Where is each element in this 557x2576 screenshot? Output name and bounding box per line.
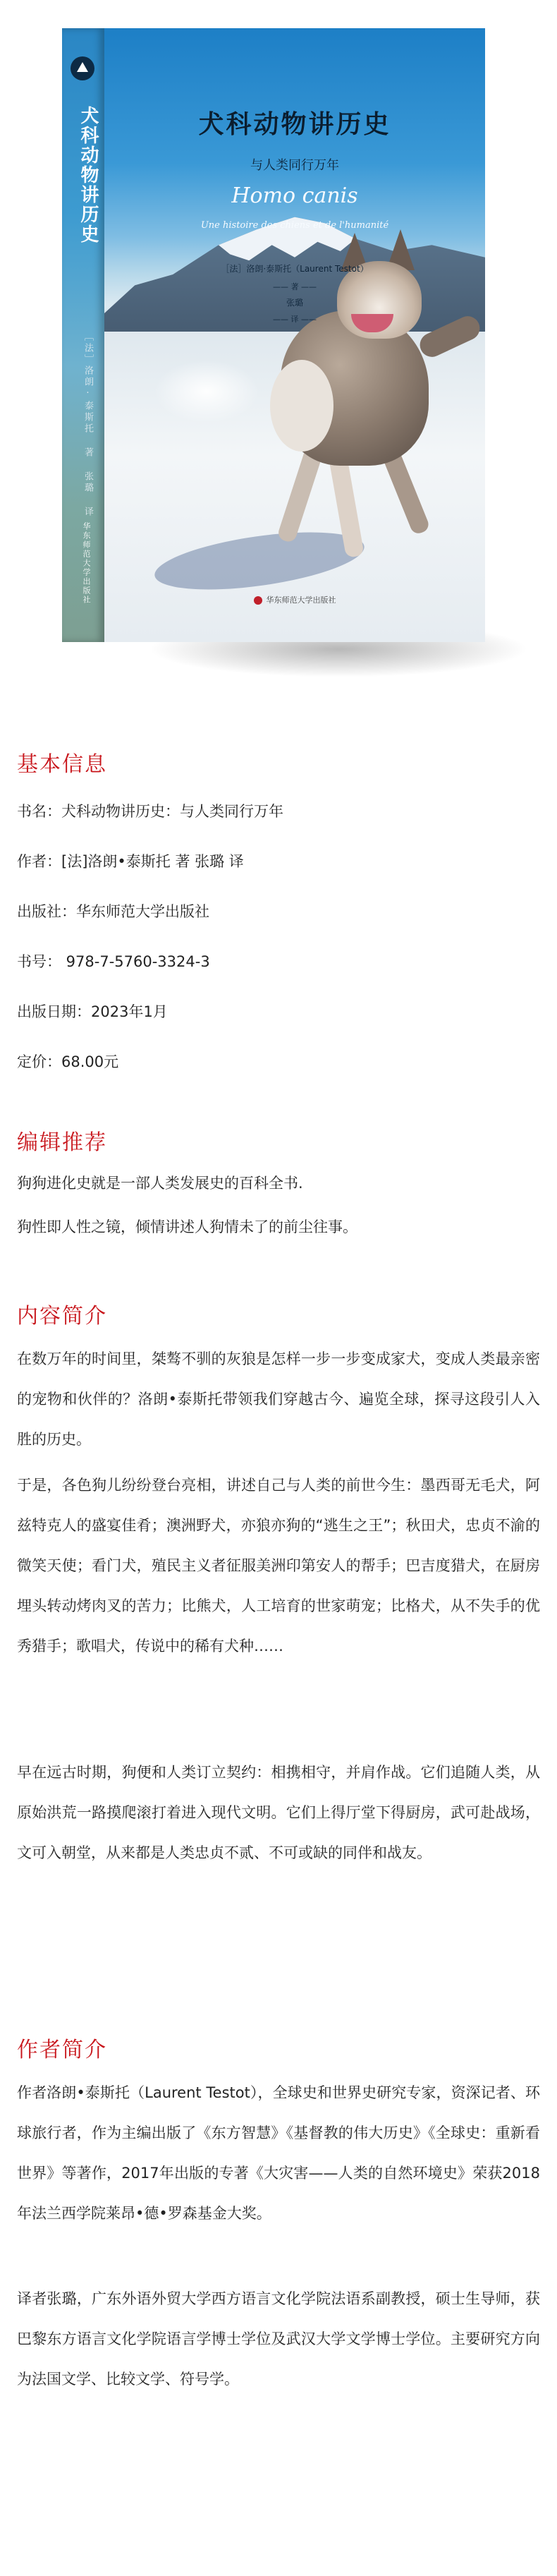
- publisher-logo-icon: [71, 56, 94, 80]
- info-pub-date: 出版日期：2023年1月: [17, 1003, 168, 1020]
- cover-author: ［法］洛朗·泰斯托（Laurent Testot）: [221, 264, 369, 274]
- dog-chest: [270, 360, 333, 452]
- section-heading-editor-recommend: 编辑推荐: [17, 1130, 107, 1155]
- cover-translator-role: —— 译 ——: [273, 315, 317, 324]
- recommend-line: 狗狗进化史就是一部人类发展史的百科全书.: [17, 1175, 303, 1192]
- section-heading-content-intro: 内容简介: [17, 1304, 107, 1329]
- cover-publisher: [104, 594, 485, 605]
- author-paragraph: 译者张璐，广东外语外贸大学西方语言文化学院法语系副教授，硕士生导师，获巴黎东方语言文化学院语言学博士学位及武汉大学文学博士学位。主要研究方向为法国文学、比较文学、符号学。: [17, 2290, 540, 2388]
- cover-french-title: Une histoire des chiens et de l'humanité: [200, 220, 389, 231]
- spine-author: ［法］洛朗·泰斯托 著 张璐 译: [82, 332, 93, 518]
- info-isbn: 书号： 978-7-5760-3324-3: [17, 953, 210, 970]
- recommend-line: 狗性即人性之镜，倾情讲述人狗情未了的前尘往事。: [17, 1219, 357, 1235]
- info-book-name: 书名：犬科动物讲历史：与人类同行万年: [17, 803, 283, 820]
- dog-breath-cloud: [154, 360, 259, 423]
- content-paragraph: 于是，各色狗儿纷纷登台亮相，讲述自己与人类的前世今生：墨西哥无毛犬，阿兹特克人的盛宴佳肴；澳洲野犬，亦狼亦狗的“逃生之王”；秋田犬，忠贞不渝的微笑天使；看门犬，殖民主义者征服美洲印第安人的帮手；巴吉度猎犬，在厨房埋头转动烤肉叉的苦力；比熊犬，人工培育的世家萌宠；比格犬，从不失手的优秀猎手；歌唱犬，传说中的稀有犬种……: [17, 1477, 540, 1655]
- info-author: 作者：[法]洛朗•泰斯托 著 张璐 译: [17, 853, 244, 870]
- content-paragraph: 在数万年的时间里，桀骜不驯的灰狼是怎样一步一步变成家犬，变成人类最亲密的宠物和伙伴的？洛朗•泰斯托带领我们穿越古今、遍览全球，探寻这段引人入胜的历史。: [17, 1350, 540, 1448]
- cover-author-role: —— 著 ——: [273, 282, 317, 291]
- section-heading-basic-info: 基本信息: [17, 752, 107, 777]
- spine-title: 犬科动物讲历史: [78, 106, 99, 244]
- cover-latin-title: Homo canis: [231, 183, 358, 208]
- cover-translator: 张璐: [286, 298, 303, 308]
- content-paragraph: 早在远古时期，狗便和人类订立契约：相携相守，并肩作战。它们追随人类，从原始洪荒一路摸爬滚打着进入现代文明。它们上得厅堂下得厨房，武可赴战场，文可入朝堂，从来都是人类忠贞不贰、不可或缺的同伴和战友。: [17, 1764, 540, 1861]
- author-paragraph: 作者洛朗•泰斯托（Laurent Testot），全球史和世界史研究专家，资深记者、环球旅行者，作为主编出版了《东方智慧》《基督教的伟大历史》《全球史：重新看世界》等著作，2017年出版的专著《大灾害——人类的自然环境史》荣获2018年法兰西学院莱昂•德•罗森基金大奖。: [17, 2084, 540, 2222]
- spine-publisher: 华东师范大学出版社: [82, 522, 91, 605]
- cover-publisher-text: 华东师范大学出版社: [266, 595, 336, 605]
- section-heading-author-intro: 作者简介: [17, 2038, 107, 2062]
- info-price: 定价：68.00元: [17, 1053, 119, 1070]
- cover-title: 犬科动物讲历史: [198, 109, 391, 139]
- cover-subtitle: 与人类同行万年: [250, 158, 339, 173]
- info-publisher: 出版社：华东师范大学出版社: [17, 903, 209, 920]
- publisher-logo-icon: [254, 596, 262, 605]
